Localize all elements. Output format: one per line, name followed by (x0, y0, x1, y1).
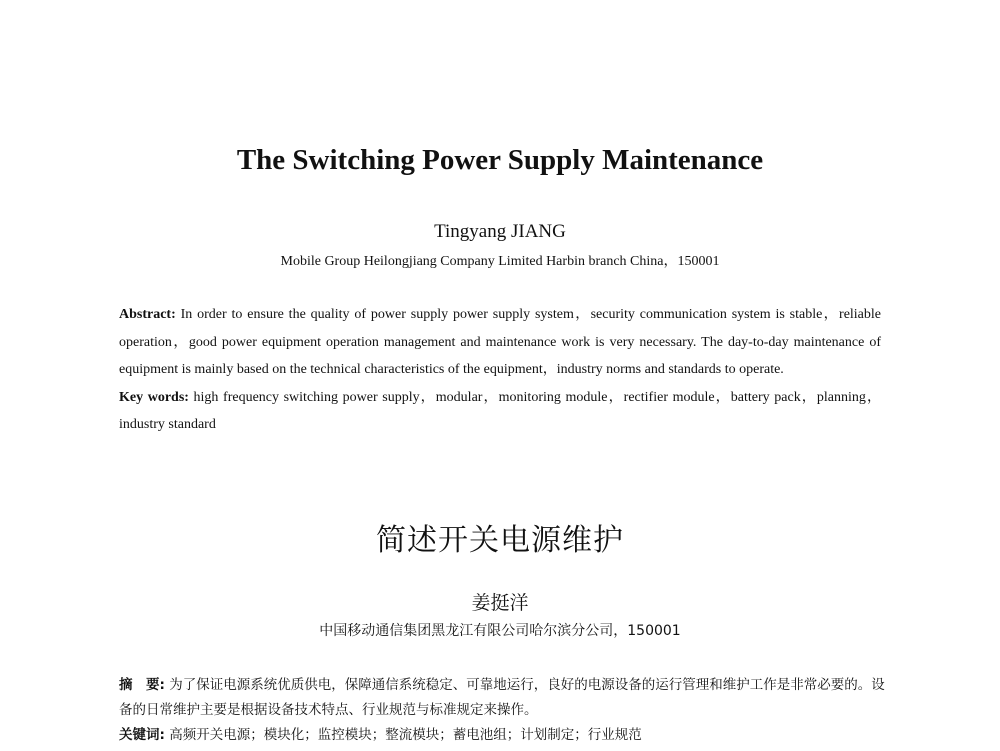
english-abstract-block (119, 301, 881, 439)
chinese-affiliation: 中国移动通信集团黑龙江有限公司哈尔滨分公司，150001 (319, 623, 681, 639)
chinese-keywords (119, 723, 889, 748)
chinese-abstract-label: 摘 要: (119, 677, 165, 693)
english-title: The Switching Power Supply Maintenance (236, 144, 764, 176)
chinese-title: 简述开关电源维护 (376, 523, 624, 558)
english-affiliation: Mobile Group Heilongjiang Company Limited Harbin branch China，150001 (280, 254, 720, 269)
english-keywords-text: high frequency switching power supply，modular，monitoring module，rectifier module，battery pack，planning，industry standard (119, 389, 881, 432)
english-abstract-text: In order to ensure the quality of power supply power supply system，security communication system is stable，reliable operation，good power equipment operation management and maintenance work is very necessary. The day-to-day maintenance of equipment is mainly based on the technical characteristics of the equipment，industry norms and standards to operate. (119, 307, 881, 377)
english-abstract-label: Abstract: (119, 307, 176, 322)
chinese-keywords-label: 关键词: (119, 727, 165, 743)
chinese-author: 姜挺洋 (471, 592, 529, 614)
chinese-keywords-text: 高频开关电源；模块化；监控模块；整流模块；蓄电池组；计划制定；行业规范 (164, 727, 642, 743)
english-author: Tingyang JIANG (434, 221, 566, 242)
chinese-abstract-text: 为了保证电源系统优质供电，保障通信系统稳定、可靠地运行，良好的电源设备的运行管理和维护工作是非常必要的。设备的日常维护主要是根据设备技术特点、行业规范与标准规定来操作。 (119, 677, 885, 718)
english-keywords (119, 384, 881, 439)
chinese-abstract-block (119, 673, 889, 748)
english-keywords-label: Key words: (119, 389, 189, 405)
chinese-abstract (119, 673, 889, 723)
english-abstract (119, 301, 881, 384)
